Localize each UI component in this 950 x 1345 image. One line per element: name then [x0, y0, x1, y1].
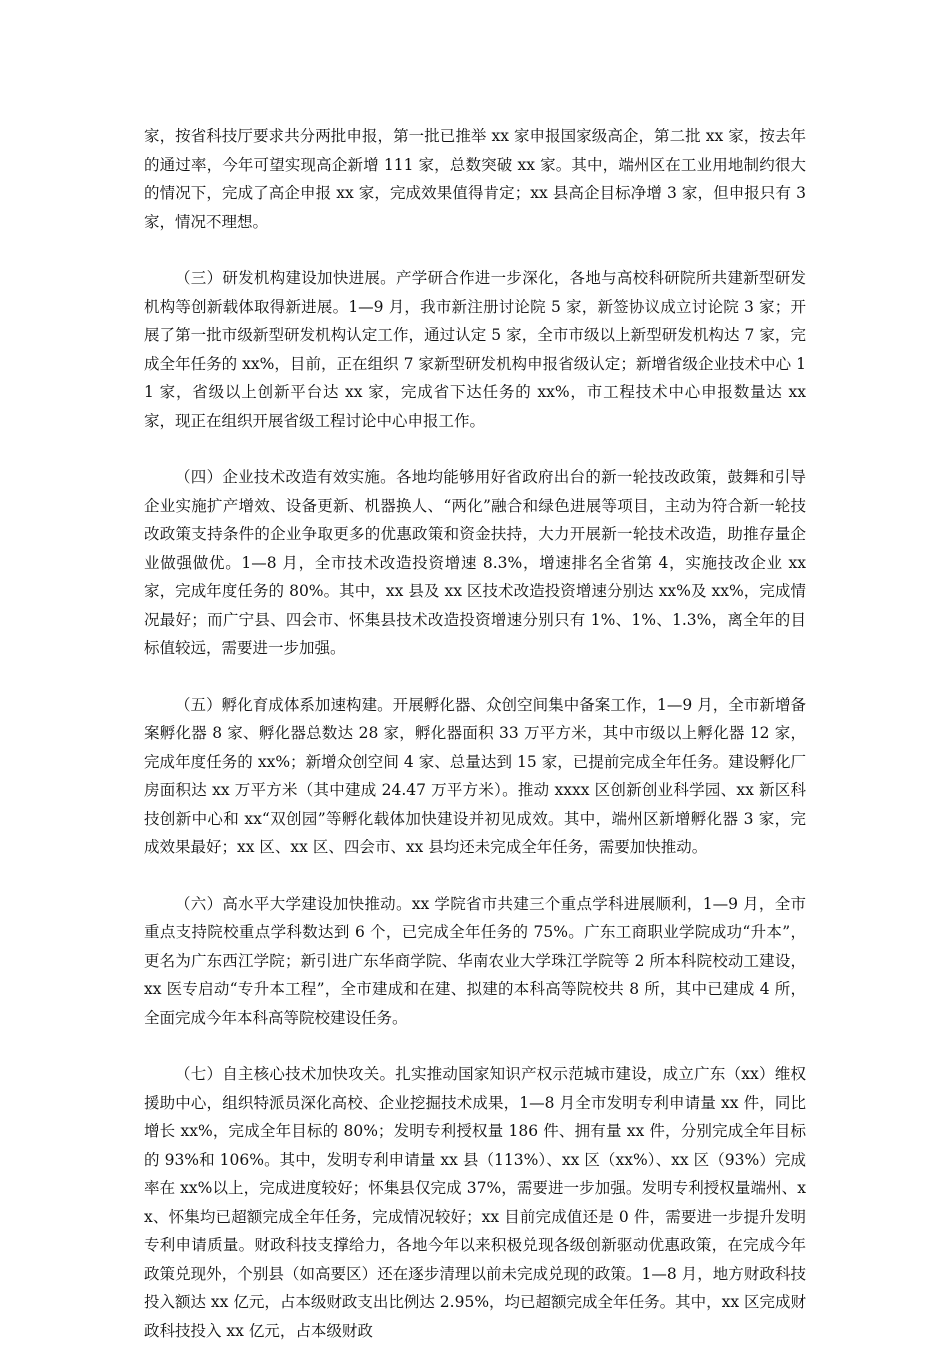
- paragraph-core-technology: （七）自主核心技术加快攻关。扎实推动国家知识产权示范城市建设，成立广东（xx）维权援助中心，组织特派员深化高校、企业挖掘技术成果，1—8 月全市发明专利申请量 xx 件，同比增长 xx%，完成全年目标的 80%；发明专利授权量 186 件、拥有量 xx 件，分别完成全年目标的 93%和 106%。其中，发明专利申请量 xx 县（113%）、xx 区（xx%）、xx 区（93%）完成率在 xx%以上，完成进度较好；怀集县仅完成 37%，需要进一步加强。发明专利授权量端州、xx、怀集均已超额完成全年任务，完成情况较好；xx 目前完成值还是 0 件，需要进一步提升发明专利申请质量。财政科技支撑给力，各地今年以来积极兑现各级创新驱动优惠政策，在完成今年政策兑现外，个别县（如高要区）还在逐步清理以前未完成兑现的政策。1—8 月，地方财政科技投入额达 xx 亿元，占本级财政支出比例达 2.95%，均已超额完成全年任务。其中，xx 区完成财政科技投入 xx 亿元，占本级财政: [144, 1065, 806, 1340]
- document-body: [144, 122, 806, 1345]
- paragraph-tech-renovation: （四）企业技术改造有效实施。各地均能够用好省政府出台的新一轮技改政策，鼓舞和引导企业实施扩产增效、设备更新、机器换人、“两化”融合和绿色进展等项目，主动为符合新一轮技改政策支持条件的企业争取更多的优惠政策和资金扶持，大力开展新一轮技术改造，助推存量企业做强做优。1—8 月，全市技术改造投资增速 8.3%，增速排名全省第 4，实施技改企业 xx 家，完成年度任务的 80%。其中，xx 县及 xx 区技术改造投资增速分别达 xx%及 xx%，完成情况最好；而广宁县、四会市、怀集县技术改造投资增速分别只有 1%、1%、1.3%，离全年的目标值较远，需要进一步加强。: [144, 468, 806, 657]
- paragraph-incubators: （五）孵化育成体系加速构建。开展孵化器、众创空间集中备案工作，1—9 月，全市新增备案孵化器 8 家、孵化器总数达 28 家，孵化器面积 33 万平方米，其中市级以上孵化器 12 家，完成年度任务的 xx%；新增众创空间 4 家、总量达到 15 家，已提前完成全年任务。建设孵化厂房面积达 xx 万平方米（其中建成 24.47 万平方米）。推动 xxxx 区创新创业科学园、xx 新区科技创新中心和 xx“双创园”等孵化载体加快建设并初见成效。其中，端州区新增孵化器 3 家，完成效果最好；xx 区、xx 区、四会市、xx 县均还未完成全年任务，需要加快推动。: [144, 695, 806, 856]
- paragraph-universities: （六）高水平大学建设加快推动。xx 学院省市共建三个重点学科进展顺利，1—9 月，全市重点支持院校重点学科数达到 6 个，已完成全年任务的 75%。广东工商职业学院成功“升本”，更名为广东西江学院；新引进广东华商学院、华南农业大学珠江学院等 2 所本科院校动工建设，xx 医专启动“专升本工程”，全市建成和在建、拟建的本科高等院校共 8 所，其中已建成 4 所，全面完成今年本科高等院校建设任务。: [144, 894, 806, 1027]
- paragraph-gap: [144, 663, 806, 691]
- paragraph-rd-institutions: （三）研发机构建设加快进展。产学研合作进一步深化，各地与高校科研院所共建新型研发机构等创新载体取得新进展。1—9 月，我市新注册讨论院 5 家，新签协议成立讨论院 3 家；开展了第一批市级新型研发机构认定工作，通过认定 5 家，全市市级以上新型研发机构达 7 家，完成全年任务的 xx%，目前，正在组织 7 家新型研发机构申报省级认定；新增省级企业技术中心 11 家，省级以上创新平台达 xx 家，完成省下达任务的 xx%，市工程技术中心申报数量达 xx 家，现正在组织开展省级工程讨论中心申报工作。: [144, 269, 806, 430]
- paragraph-continuation: 家，按省科技厅要求共分两批申报，第一批已推举 xx 家申报国家级高企，第二批 xx 家，按去年的通过率，今年可望实现高企新增 111 家，总数突破 xx 家。其中，端州区在工业用地制约很大的情况下，完成了高企申报 xx 家，完成效果值得肯定；xx 县高企目标净增 3 家，但申报只有 3 家，情况不理想。: [144, 127, 806, 231]
- paragraph-gap: [144, 236, 806, 264]
- paragraph-gap: [144, 862, 806, 890]
- paragraph-gap: [144, 1032, 806, 1060]
- paragraph-gap: [144, 435, 806, 463]
